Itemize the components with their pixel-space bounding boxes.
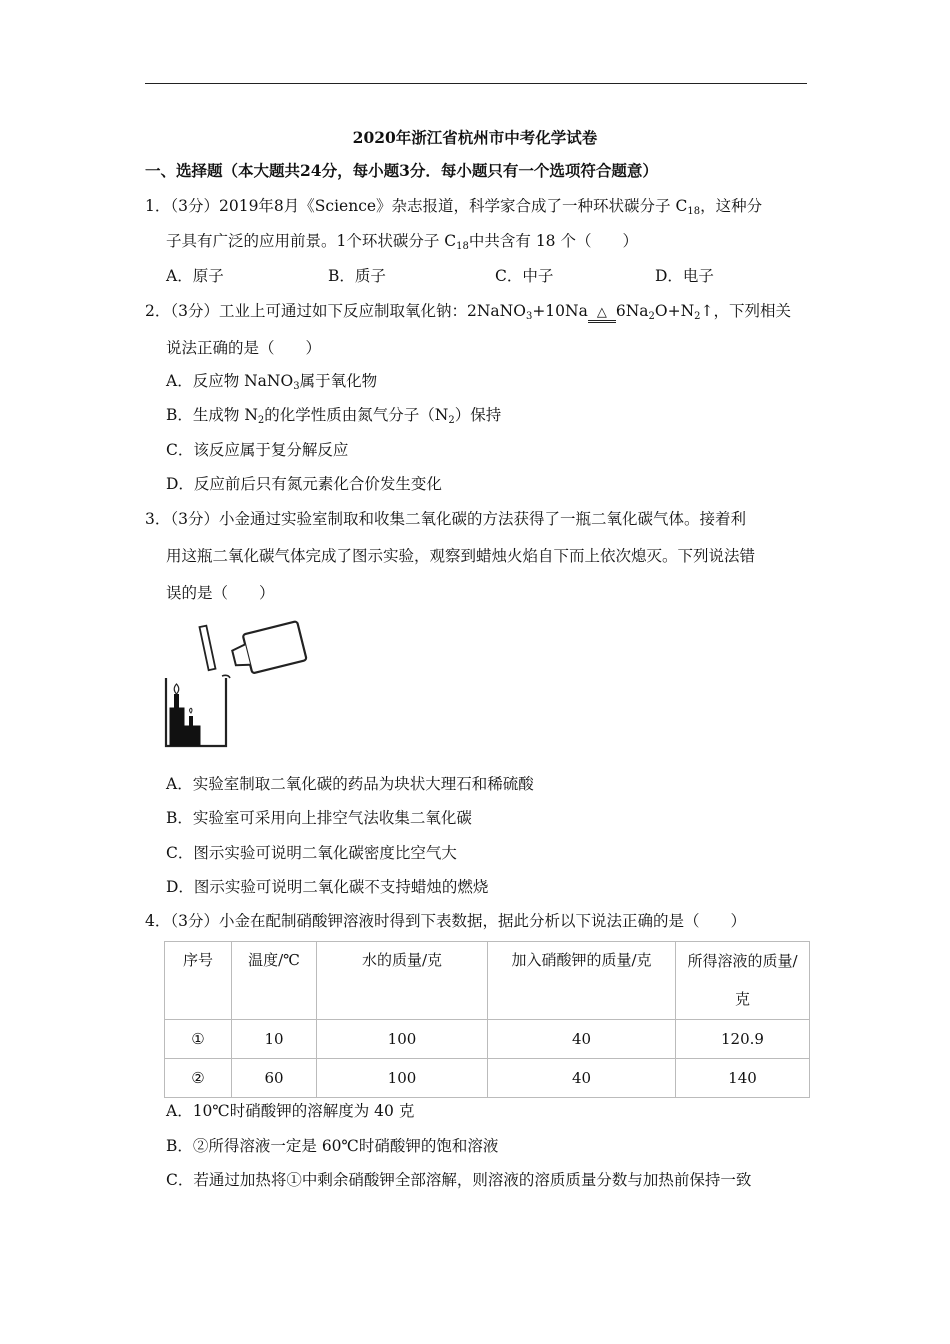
exam-title: 2020年浙江省杭州市中考化学试卷 [352,128,598,147]
q2-line2: 说法正确的是（ ） [166,339,322,357]
table-cell: 10 [232,1020,317,1059]
table-header-row [165,942,810,1020]
table-cell: ① [165,1020,232,1059]
table-cell: 140 [676,1059,810,1098]
q3-option-a: A．实验室制取二氧化碳的药品为块状大理石和稀硫酸 [166,775,534,793]
gas-bottle [229,621,307,677]
beaker-spout [222,675,230,678]
table-row [165,1059,810,1098]
q1-line2: 子具有广泛的应用前景。1个环状碳分子 $C_{18}$中共含有 18 个（ ） [166,232,638,252]
table-cell: 100 [317,1059,488,1098]
header-cell: 序号 [165,942,232,1020]
q3-line3: 误的是（ ） [166,584,275,602]
q4-option-c: C．若通过加热将①中剩余硝酸钾全部溶解，则溶液的溶质质量分数与加热前保持一致 [166,1171,752,1189]
q1-option-c: C．中子 [495,267,554,285]
q3-line1: 3．（3分）小金通过实验室制取和收集二氧化碳的方法获得了一瓶二氧化碳气体。接着利 [145,510,746,528]
q4-line1: 4．（3分）小金在配制硝酸钾溶液时得到下表数据，据此分析以下说法正确的是（ ） [145,912,746,930]
q1-option-a: A．原子 [166,267,224,285]
upper-candle [174,694,179,708]
q3-line2: 用这瓶二氧化碳气体完成了图示实验，观察到蜡烛火焰自下而上依次熄灭。下列说法错 [166,547,756,565]
q4-option-b: B．②所得溶液一定是 60℃时硝酸钾的饱和溶液 [166,1137,499,1155]
heat-condition: △ [588,301,616,323]
upper-candle-flame [174,684,179,694]
header-cell: 温度/℃ [232,942,317,1020]
header-rule [145,83,807,84]
q3-option-b: B．实验室可采用向上排空气法收集二氧化碳 [166,809,472,827]
co2-pouring-experiment-figure [160,618,320,753]
solubility-data-table [164,941,810,1098]
q3-option-d: D．图示实验可说明二氧化碳不支持蜡烛的燃烧 [166,878,489,896]
lower-candle-smoke [190,708,193,713]
q2-option-b: B．生成物 $N_2$的化学性质由氮气分子$(N_2)$保持 [166,406,502,426]
q3-option-c: C．图示实验可说明二氧化碳密度比空气大 [166,844,457,862]
section-heading: 一、选择题（本大题共24分，每小题3分．每小题只有一个选项符合题意） [145,161,658,180]
header-cell: 所得溶液的质量/ 克 [676,942,810,1020]
q1-line1: 1．（3分）2019年8月《Science》杂志报道，科学家合成了一种环状碳分子 $C_{18}$，这种分 [145,197,763,217]
table-cell: ② [165,1059,232,1098]
q1-option-d: D．电子 [655,267,714,285]
q1-option-b: B．质子 [328,267,386,285]
lower-candle [189,716,193,726]
table-cell: 40 [488,1020,676,1059]
q2-option-a: A．反应物 NaNO$_3$属于氧化物 [166,372,378,392]
step-stand [170,708,200,746]
table-cell: 60 [232,1059,317,1098]
table-cell: 40 [488,1059,676,1098]
table-cell: 120.9 [676,1020,810,1059]
q2-option-d: D．反应前后只有氮元素化合价发生变化 [166,475,442,493]
table-row [165,1020,810,1059]
header-cell: 水的质量/克 [317,942,488,1020]
glass-plate [199,626,215,670]
header-cell: 加入硝酸钾的质量/克 [488,942,676,1020]
q2-line1: 2．（3分）工业上可通过如下反应制取氧化钠：2NaNO$_3$+10Na △ $6Na_2O+N_2↑$，下列相关 [145,302,792,322]
q2-option-c: C．该反应属于复分解反应 [166,441,349,459]
table-cell: 100 [317,1020,488,1059]
q4-option-a: A．10℃时硝酸钾的溶解度为 40 克 [166,1102,415,1120]
